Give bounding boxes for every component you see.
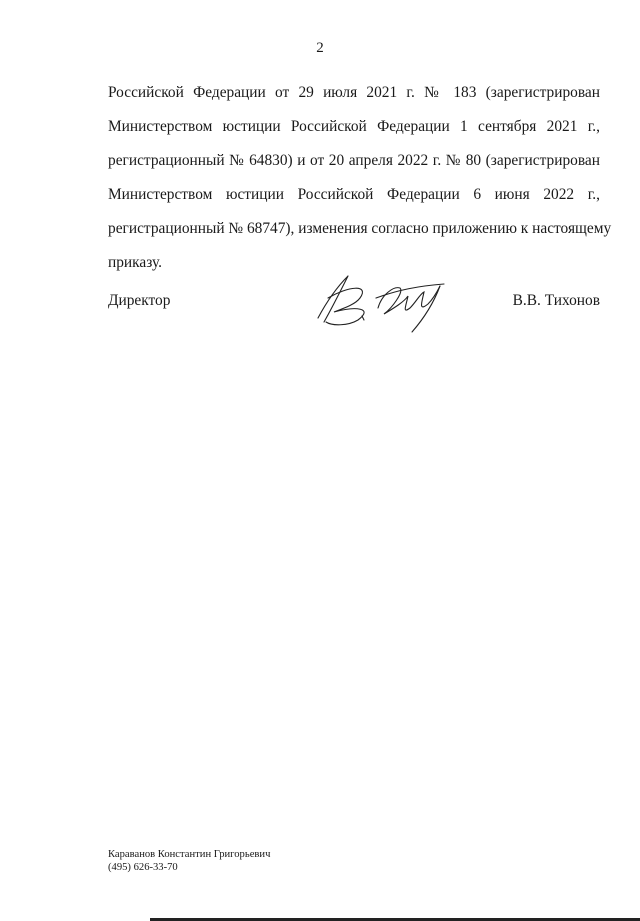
- signatory-name: В.В. Тихонов: [512, 292, 600, 309]
- body-line: Российской Федерации от 29 июля 2021 г. № 183 (зарегистрирован: [108, 84, 600, 101]
- executor-phone: (495) 626-33-70: [108, 862, 178, 873]
- body-line: регистрационный № 68747), изменения согласно приложению к настоящему: [108, 220, 612, 237]
- executor-footer: [108, 848, 270, 874]
- body-line: приказу.: [108, 254, 163, 271]
- body-line: Министерством юстиции Российской Федерации 6 июня 2022 г.,: [108, 186, 600, 203]
- executor-name: Караванов Константин Григорьевич: [108, 849, 271, 860]
- handwritten-signature: [308, 268, 458, 338]
- page-number: 2: [316, 40, 324, 56]
- body-line: регистрационный № 64830) и от 20 апреля 2022 г. № 80 (зарегистрирован: [108, 152, 600, 169]
- body-paragraph: [108, 76, 612, 280]
- body-line: Министерством юстиции Российской Федерации 1 сентября 2021 г.,: [108, 118, 600, 135]
- signatory-title: Директор: [108, 292, 171, 309]
- signature-block: [108, 290, 600, 330]
